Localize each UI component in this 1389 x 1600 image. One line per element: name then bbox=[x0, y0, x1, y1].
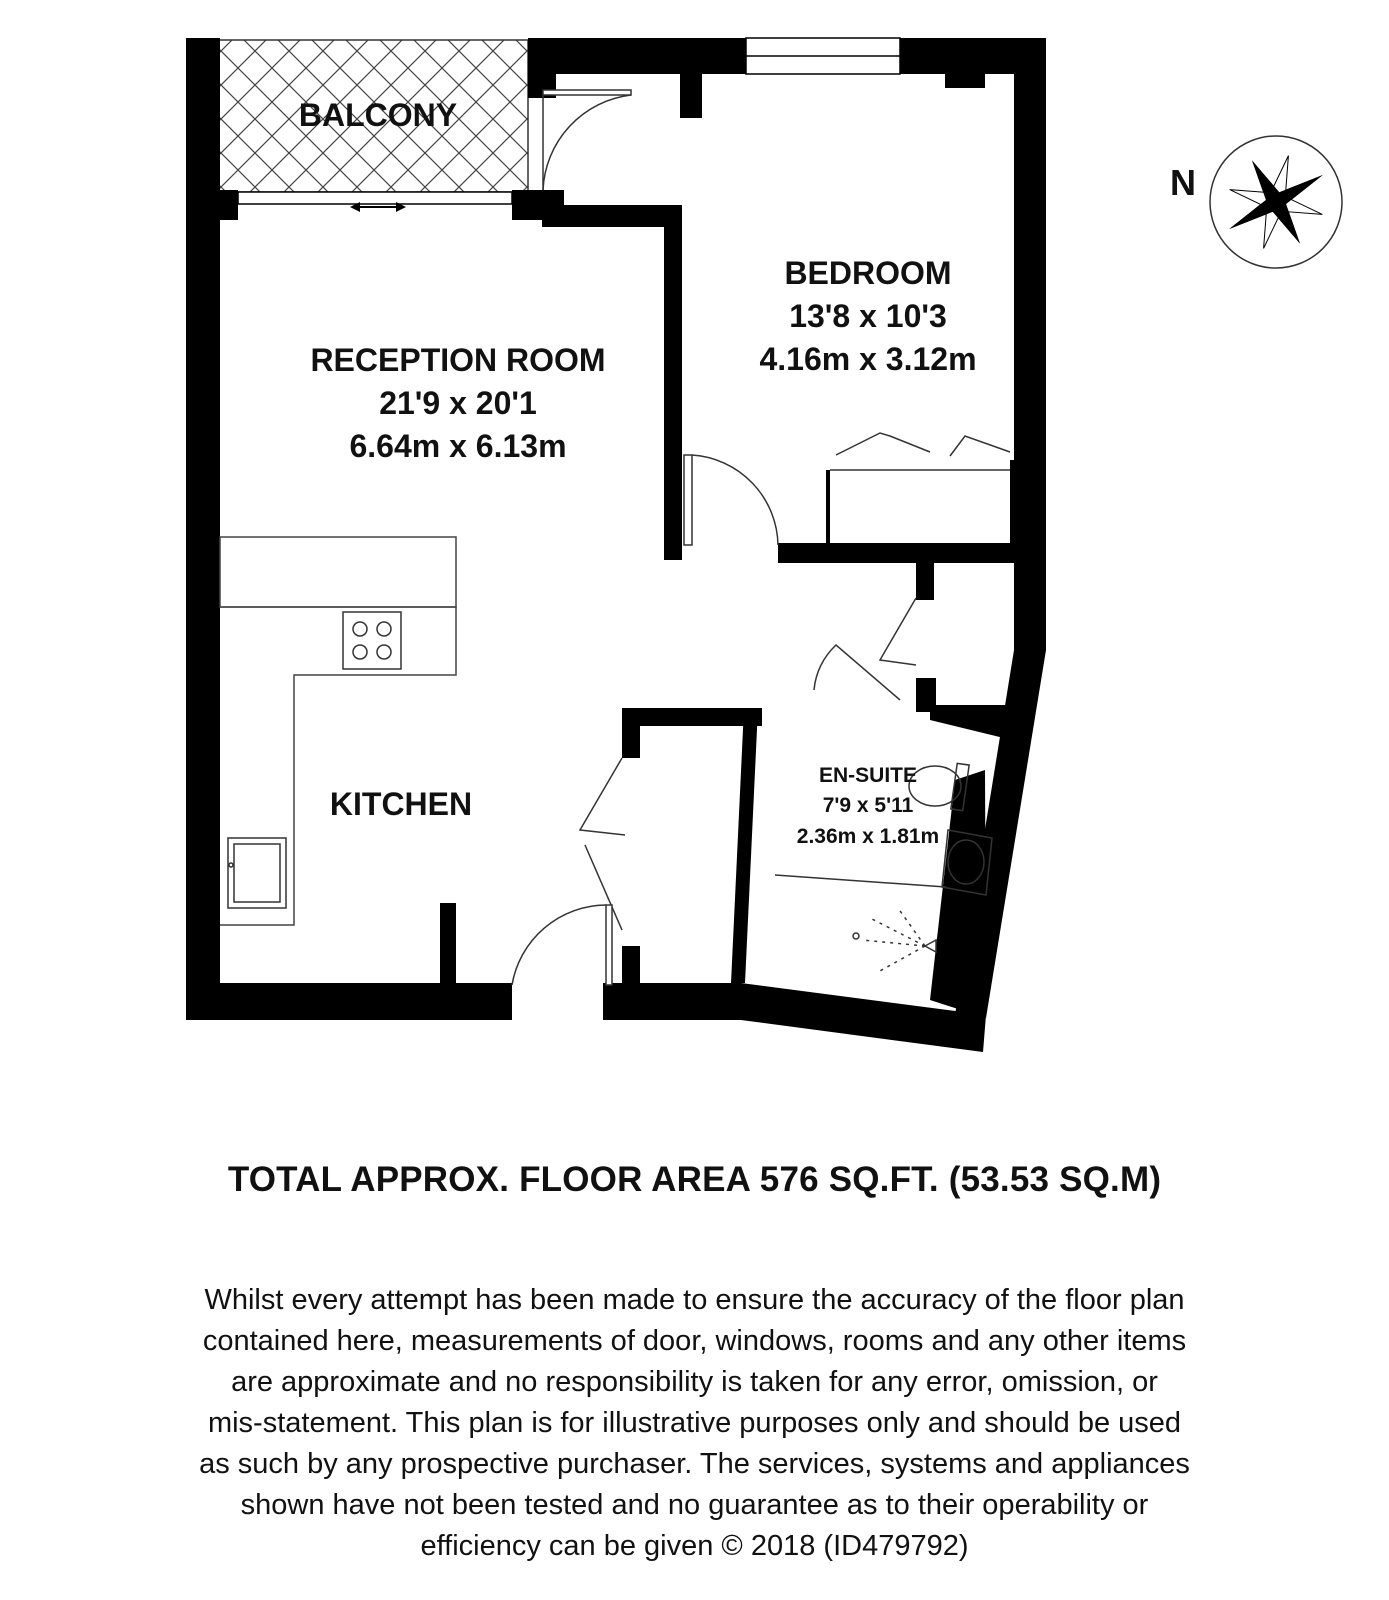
disclaimer-line: Whilst every attempt has been made to ensure the accuracy of the floor plan bbox=[204, 1284, 1185, 1316]
kitchen-fixtures bbox=[220, 537, 456, 925]
compass-north-label: N bbox=[1170, 162, 1196, 203]
ensuite-name: EN-SUITE bbox=[818, 764, 918, 787]
bedroom-label bbox=[759, 255, 976, 377]
bedroom-name: BEDROOM bbox=[784, 255, 952, 291]
disclaimer-line: as such by any prospective purchaser. The services, systems and appliances bbox=[199, 1448, 1190, 1480]
ensuite-imperial: 7'9 x 5'11 bbox=[822, 794, 914, 817]
disclaimer-line: contained here, measurements of door, windows, rooms and any other items bbox=[202, 1325, 1187, 1357]
reception-room-metric: 6.64m x 6.13m bbox=[349, 428, 567, 464]
balcony-label: BALCONY bbox=[298, 97, 458, 133]
sink-icon bbox=[228, 838, 286, 908]
compass-icon bbox=[1210, 136, 1342, 268]
disclaimer bbox=[120, 1280, 1269, 1567]
kitchen-label: KITCHEN bbox=[329, 786, 473, 822]
hob-icon bbox=[343, 612, 401, 669]
reception-room-name: RECEPTION ROOM bbox=[310, 342, 606, 378]
disclaimer-line: shown have not been tested and no guarantee as to their operability or bbox=[240, 1489, 1149, 1521]
shower-tray-icon bbox=[775, 875, 946, 972]
bedroom-imperial: 13'8 x 10'3 bbox=[789, 298, 947, 334]
disclaimer-line: efficiency can be given © 2018 (ID479792) bbox=[420, 1530, 969, 1562]
reception-room-label bbox=[310, 342, 605, 464]
ensuite-metric: 2.36m x 1.81m bbox=[796, 825, 940, 848]
reception-room-imperial: 21'9 x 20'1 bbox=[379, 385, 537, 421]
disclaimer-line: mis-statement. This plan is for illustrative purposes only and should be used bbox=[207, 1407, 1182, 1439]
ensuite-label bbox=[797, 764, 939, 848]
total-floor-area: TOTAL APPROX. FLOOR AREA 576 SQ.FT. (53.53 SQ.M) bbox=[227, 1160, 1162, 1199]
bedroom-metric: 4.16m x 3.12m bbox=[759, 341, 977, 377]
disclaimer-line: are approximate and no responsibility is taken for any error, omission, or bbox=[231, 1366, 1158, 1398]
